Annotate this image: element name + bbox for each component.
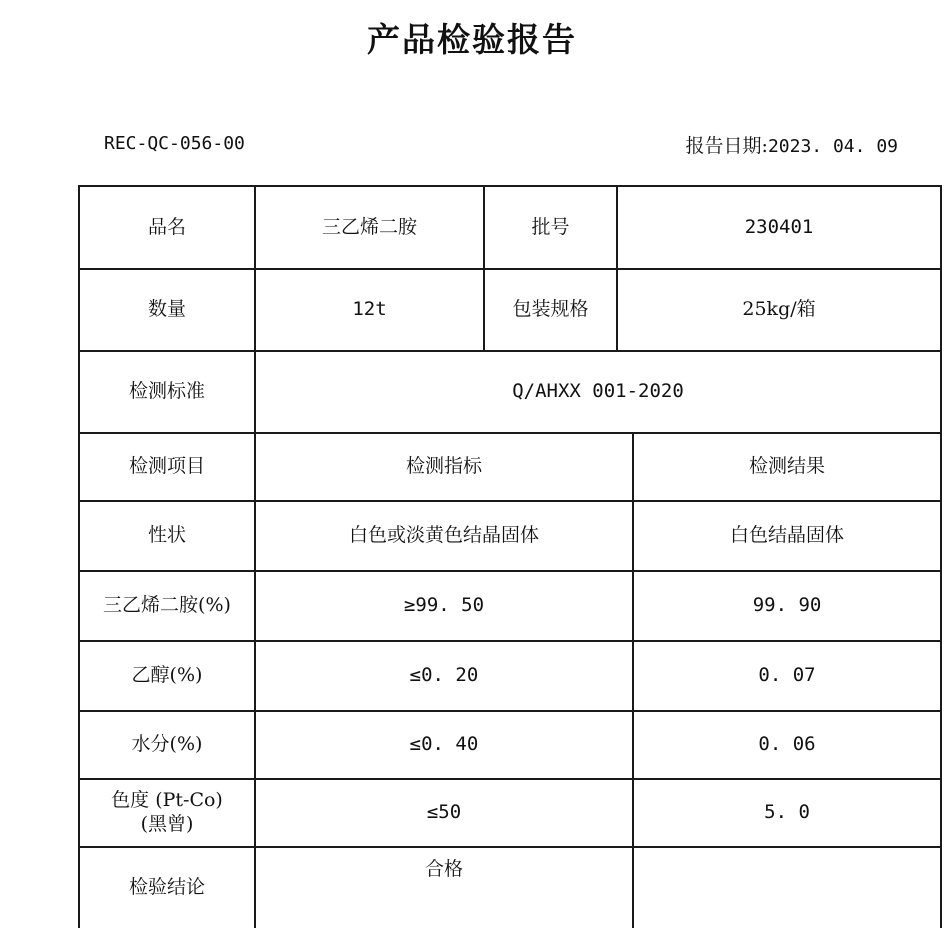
table-row bbox=[79, 351, 941, 433]
table-row bbox=[79, 501, 941, 571]
item-cell: 水分(%) bbox=[79, 711, 255, 779]
report-date bbox=[686, 131, 898, 158]
product-name-value: 三乙烯二胺 bbox=[255, 186, 484, 269]
result-cell: 0. 07 bbox=[633, 641, 941, 711]
result-cell: 5. 0 bbox=[633, 779, 941, 847]
header-result: 检测结果 bbox=[633, 433, 941, 501]
table-row bbox=[79, 186, 941, 269]
item-cell: 乙醇(%) bbox=[79, 641, 255, 711]
standard-value: Q/AHXX 001-2020 bbox=[255, 351, 941, 433]
table-header-row bbox=[79, 433, 941, 501]
header-spec: 检测指标 bbox=[255, 433, 633, 501]
item-cell-line: 色度 (Pt-Co) bbox=[111, 789, 223, 812]
report-title: 产品检验报告 bbox=[367, 20, 577, 59]
packaging-label: 包装规格 bbox=[484, 269, 617, 351]
item-cell: 三乙烯二胺(%) bbox=[79, 571, 255, 641]
spec-cell: ≥99. 50 bbox=[255, 571, 633, 641]
item-cell: 性状 bbox=[79, 501, 255, 571]
document-code: REC-QC-056-00 bbox=[104, 133, 245, 154]
inspection-table bbox=[78, 185, 942, 928]
table-row bbox=[79, 571, 941, 641]
batch-value: 230401 bbox=[617, 186, 941, 269]
batch-label: 批号 bbox=[484, 186, 617, 269]
table-row bbox=[79, 269, 941, 351]
table-row bbox=[79, 779, 941, 847]
spec-cell: 白色或淡黄色结晶固体 bbox=[255, 501, 633, 571]
report-date-value: 2023. 04. 09 bbox=[767, 136, 898, 157]
result-cell: 0. 06 bbox=[633, 711, 941, 779]
spec-cell: ≤0. 20 bbox=[255, 641, 633, 711]
table-row bbox=[79, 641, 941, 711]
report-date-label: 报告日期: bbox=[685, 135, 768, 157]
table-row bbox=[79, 847, 941, 928]
quantity-label: 数量 bbox=[79, 269, 255, 351]
result-cell: 白色结晶固体 bbox=[633, 501, 941, 571]
header-item: 检测项目 bbox=[79, 433, 255, 501]
quantity-value: 12t bbox=[255, 269, 484, 351]
conclusion-blank-cell bbox=[633, 847, 941, 928]
product-name-label: 品名 bbox=[79, 186, 255, 269]
spec-cell: ≤50 bbox=[255, 779, 633, 847]
item-cell bbox=[79, 779, 255, 847]
item-cell-line: (黑曾) bbox=[140, 813, 194, 835]
packaging-value: 25kg/箱 bbox=[617, 269, 941, 351]
table-row bbox=[79, 711, 941, 779]
conclusion-value: 合格 bbox=[255, 847, 633, 928]
conclusion-label: 检验结论 bbox=[79, 847, 255, 928]
result-cell: 99. 90 bbox=[633, 571, 941, 641]
standard-label: 检测标准 bbox=[79, 351, 255, 433]
spec-cell: ≤0. 40 bbox=[255, 711, 633, 779]
